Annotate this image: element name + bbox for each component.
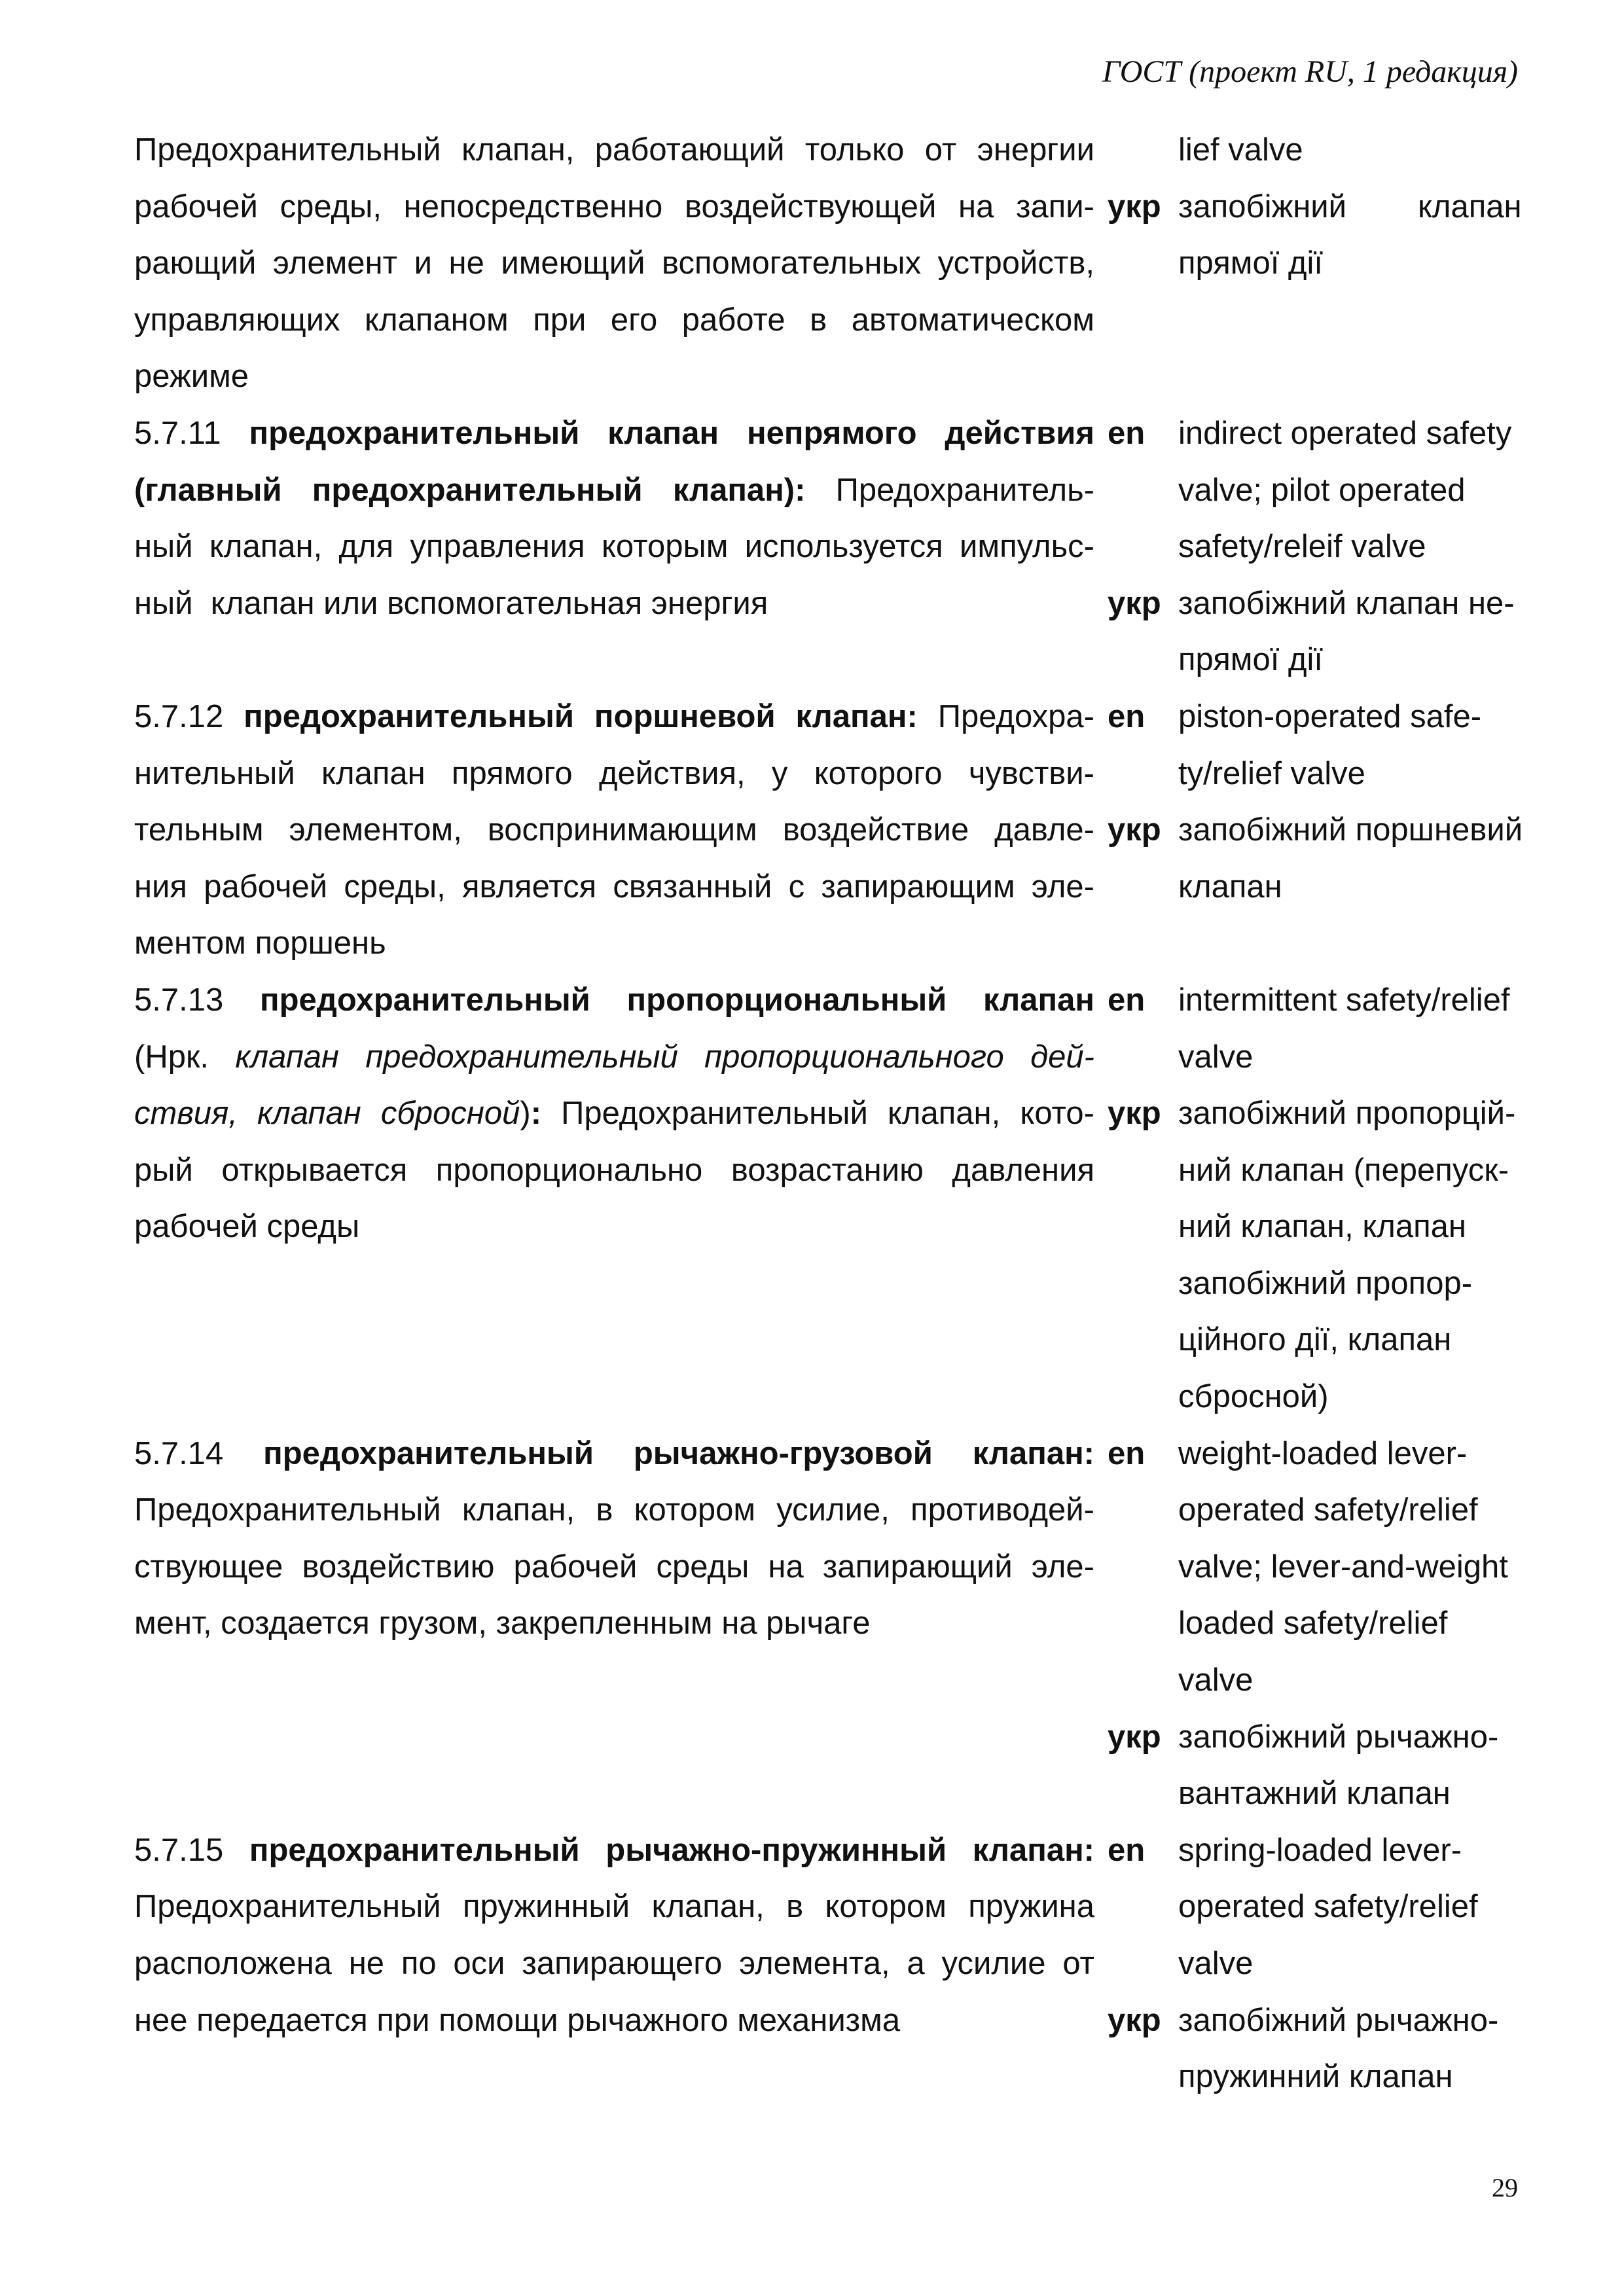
entry-5-7-11-line: [134, 518, 1548, 575]
term-heading: [134, 405, 1094, 462]
entry-5-7-14-line: [134, 1482, 1548, 1539]
term-name: предохранительный рычажно-грузовой клапан:: [263, 1435, 1094, 1471]
definition-text: нительный клапан прямого действия, у которого чувстви-: [134, 755, 1094, 791]
entry-5-7-14-line: [134, 1765, 1548, 1822]
entry-5-7-10-line: [134, 292, 1548, 349]
ukrainian-equivalent: запобіжний клапан не-: [1178, 585, 1515, 621]
english-label: en: [1108, 1435, 1146, 1471]
definition-text: ный клапан, для управления которым используется импульс-: [134, 529, 1094, 565]
english-equivalent: intermittent safety/relief: [1178, 982, 1510, 1018]
term-synonym: [134, 1029, 1094, 1086]
entry-5-7-11-line: [134, 575, 1548, 632]
ukrainian-equivalent: запобіжний клапан: [1178, 188, 1522, 224]
synonym-text: клапан предохранительный пропорционального дей-: [235, 1039, 1095, 1075]
ukrainian-label: укр: [1108, 188, 1161, 224]
term-colon: :: [530, 1096, 542, 1132]
definition-text: рабочей среды: [134, 1209, 360, 1245]
synonym-prefix: (Нрк.: [134, 1039, 236, 1075]
english-equivalent: valve: [1178, 1039, 1254, 1075]
entry-5-7-13-line: [134, 1142, 1548, 1199]
entry-5-7-11-line: [134, 405, 1548, 462]
english-equivalent: valve: [1178, 1662, 1254, 1698]
term-name: предохранительный рычажно-пружинный клапан:: [249, 1832, 1094, 1868]
ukrainian-equivalent: запобіжний рычажно-: [1178, 1719, 1499, 1755]
term-number: 5.7.11: [134, 415, 221, 451]
entry-5-7-13-line: [134, 1369, 1548, 1426]
page-number: 29: [1492, 2173, 1518, 2202]
entry-5-7-10-line: [134, 179, 1548, 236]
english-label: en: [1108, 415, 1146, 451]
entry-5-7-15-line: [134, 1822, 1548, 1879]
entry-5-7-10-line: [134, 348, 1548, 405]
definition-text: Предохранитель-: [805, 472, 1094, 508]
definition-text: рающий элемент и не имеющий вспомогательных устройств,: [134, 245, 1094, 281]
entry-5-7-13-line: [134, 972, 1548, 1029]
ukrainian-equivalent: сбросной): [1178, 1379, 1329, 1415]
term-name: предохранительный пропорциональный клапан: [259, 982, 1094, 1018]
ukrainian-equivalent: пружинний клапан: [1178, 2059, 1453, 2095]
entry-5-7-14-line: [134, 1426, 1548, 1482]
definition-text: Предохранительный пружинный клапан, в котором пружина: [134, 1889, 1094, 1925]
term-heading: [134, 972, 1094, 1029]
term-synonym: [134, 1085, 1094, 1142]
term-name: предохранительный клапан непрямого действия: [249, 415, 1094, 451]
entry-5-7-11-line: [134, 462, 1548, 519]
ukrainian-equivalent: запобіжний пропорцій-: [1178, 1096, 1516, 1132]
definition-text: рабочей среды, непосредственно воздействующей на запи-: [134, 188, 1094, 224]
ukrainian-equivalent: запобіжний пропор-: [1178, 1265, 1473, 1301]
ukrainian-equivalent: запобіжний рычажно-: [1178, 2002, 1499, 2038]
synonym-text: ствия, клапан сбросной: [134, 1096, 520, 1132]
entry-5-7-15-line: [134, 1878, 1548, 1935]
english-equivalent: valve; lever-and-weight: [1178, 1549, 1508, 1585]
entry-5-7-15-line: [134, 1992, 1548, 2049]
definition-text: нее передается при помощи рычажного механизма: [134, 2002, 901, 2038]
english-label: en: [1108, 982, 1146, 1018]
entry-5-7-12-line: [134, 745, 1548, 802]
definition-text: ния рабочей среды, является связанный с запирающим эле-: [134, 869, 1094, 905]
definition-text: Предохра-: [917, 698, 1094, 734]
definition-text: расположена не по оси запирающего элемента, а усилие от: [134, 1946, 1094, 1981]
entry-5-7-10-line: [134, 122, 1548, 179]
entry-5-7-13-line: [134, 1312, 1548, 1369]
ukrainian-equivalent: клапан: [1178, 869, 1282, 905]
ukrainian-equivalent: прямої дії: [1178, 245, 1324, 281]
entry-5-7-12-line: [134, 802, 1548, 859]
term-number: 5.7.13: [134, 982, 224, 1018]
synonym-suffix: ): [520, 1096, 531, 1132]
ukrainian-equivalent: ний клапан, клапан: [1178, 1209, 1466, 1245]
running-header: ГОСТ (проект RU, 1 редакция): [1102, 54, 1518, 89]
entry-5-7-12-line: [134, 859, 1548, 916]
term-name: предохранительный поршневой клапан:: [244, 698, 918, 734]
ukrainian-label: укр: [1108, 1096, 1161, 1132]
english-equivalent: operated safety/relief: [1178, 1889, 1478, 1925]
ukrainian-equivalent: ний клапан (перепуск-: [1178, 1152, 1509, 1188]
definition-text: ный клапан или вспомогательная энергия: [134, 585, 768, 621]
english-equivalent: ty/relief valve: [1178, 755, 1365, 791]
ukrainian-equivalent: ційного дії, клапан: [1178, 1322, 1452, 1358]
english-equivalent: operated safety/relief: [1178, 1492, 1478, 1528]
ukrainian-label: укр: [1108, 812, 1161, 848]
english-label: en: [1108, 1832, 1146, 1868]
entry-5-7-13-line: [134, 1029, 1548, 1086]
term-number: 5.7.15: [134, 1832, 224, 1868]
ukrainian-equivalent: запобіжний поршневий: [1178, 812, 1523, 848]
english-equivalent: safety/releif valve: [1178, 529, 1426, 565]
definition-text: режиме: [134, 359, 249, 395]
english-equivalent: loaded safety/relief: [1178, 1605, 1448, 1641]
english-equivalent: lief valve: [1178, 132, 1303, 168]
entry-5-7-13-line: [134, 1085, 1548, 1142]
ukrainian-label: укр: [1108, 2002, 1161, 2038]
term-number: 5.7.14: [134, 1435, 224, 1471]
term-number: 5.7.12: [134, 698, 224, 734]
entry-5-7-14-line: [134, 1709, 1548, 1766]
ukrainian-label: укр: [1108, 1719, 1161, 1755]
english-label: en: [1108, 698, 1146, 734]
term-heading: [134, 462, 1094, 519]
entry-5-7-11-line: [134, 632, 1548, 689]
english-equivalent: weight-loaded lever-: [1178, 1435, 1468, 1471]
english-equivalent: indirect operated safety: [1178, 415, 1512, 451]
term-heading: [134, 1822, 1094, 1879]
definition-text: рый открывается пропорционально возрастанию давления: [134, 1152, 1094, 1188]
english-equivalent: valve: [1178, 1946, 1254, 1981]
definition-text: Предохранительный клапан, в котором усилие, противодей-: [134, 1492, 1094, 1528]
entry-5-7-10-line: [134, 235, 1548, 292]
term-heading: [134, 689, 1094, 745]
entry-5-7-14-line: [134, 1539, 1548, 1596]
definition-text: ствующее воздействию рабочей среды на запирающий эле-: [134, 1549, 1094, 1585]
english-equivalent: spring-loaded lever-: [1178, 1832, 1462, 1868]
term-synonym: (главный предохранительный клапан):: [134, 472, 806, 508]
entry-5-7-15-line: [134, 1935, 1548, 1992]
definition-text: тельным элементом, воспринимающим воздействие давле-: [134, 812, 1094, 848]
english-equivalent: valve; pilot operated: [1178, 472, 1466, 508]
entry-5-7-15-line: [134, 2049, 1548, 2106]
entry-5-7-14-line: [134, 1652, 1548, 1709]
entry-5-7-14-line: [134, 1595, 1548, 1652]
entry-5-7-13-line: [134, 1255, 1548, 1312]
entry-5-7-12-line: [134, 915, 1548, 972]
definition-text: Предохранительный клапан, работающий только от энергии: [134, 132, 1094, 168]
definition-text: мент, создается грузом, закрепленным на рычаге: [134, 1605, 871, 1641]
ukrainian-label: укр: [1108, 585, 1161, 621]
english-equivalent: piston-operated safe-: [1178, 698, 1482, 734]
definition-text: управляющих клапаном при его работе в автоматическом: [134, 302, 1094, 338]
entry-5-7-12-line: [134, 689, 1548, 745]
definition-text: ментом поршень: [134, 925, 386, 961]
terms-content: [134, 122, 1548, 2106]
ukrainian-equivalent: вантажний клапан: [1178, 1776, 1451, 1812]
entry-5-7-13-line: [134, 1198, 1548, 1255]
term-heading: [134, 1426, 1094, 1482]
ukrainian-equivalent: прямої дії: [1178, 642, 1324, 678]
definition-text: Предохранительный клапан, кото-: [541, 1096, 1094, 1132]
